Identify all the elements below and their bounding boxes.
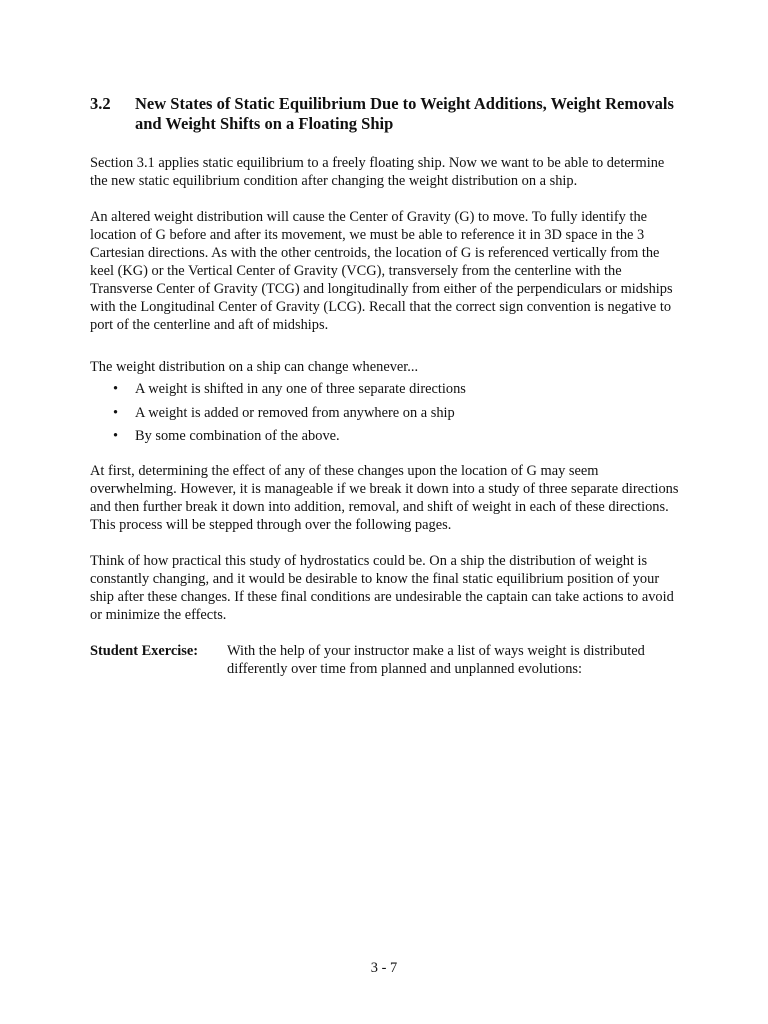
list-item <box>90 427 680 451</box>
paragraph-center-of-gravity: An altered weight distribution will cause the Center of Gravity (G) to move. To fully identify the location of G before and after its movement, we must be able to reference it in 3D space in the 3 Cartesian directions. As with the other centroids, the location of G is referenced vertically from the keel (KG) or the Vertical Center of Gravity (VCG), transversely from the centerline with the Transverse Center of Gravity (TCG) and longitudinally from either of the perpendiculars or midships with the Longitudinal Center of Gravity (LCG). Recall that the correct sign convention is negative to port of the centerline and aft of midships. <box>90 209 673 333</box>
paragraph-intro: Section 3.1 applies static equilibrium to a freely floating ship. Now we want to be able to determine the new static equilibrium condition after changing the weight distribution on a ship. <box>90 155 665 189</box>
page-number: 3 - 7 <box>370 960 398 976</box>
section-number: 3.2 <box>90 94 111 113</box>
paragraph-break-down: At first, determining the effect of any of these changes upon the location of G may seem overwhelming. However, it is manageable if we break it down into a study of three separate directions and then further break it down into addition, removal, and shift of weight in each of these directions. This process will be stepped through over the following pages. <box>90 463 679 533</box>
bullet-marker: • <box>113 381 119 397</box>
bullet-marker: • <box>113 428 119 444</box>
exercise-text: With the help of your instructor make a list of ways weight is distributed differently over time from planned and unplanned evolutions: <box>227 643 645 677</box>
section-title: New States of Static Equilibrium Due to Weight Additions, Weight Removals and Weight Shifts on a Floating Ship <box>135 94 674 133</box>
list-item <box>90 380 680 404</box>
list-item-text: By some combination of the above. <box>135 428 340 444</box>
paragraph-weight-change-lead: The weight distribution on a ship can change whenever... <box>90 359 419 375</box>
list-item-text: A weight is shifted in any one of three separate directions <box>135 381 466 397</box>
weight-change-list <box>90 380 680 451</box>
list-item <box>90 404 680 428</box>
list-item-text: A weight is added or removed from anywhere on a ship <box>135 404 455 421</box>
exercise-label: Student Exercise: <box>90 643 199 659</box>
paragraph-practical: Think of how practical this study of hydrostatics could be. On a ship the distribution of weight is constantly changing, and it would be desirable to know the final static equilibrium position of your ship after these changes. If these final conditions are undesirable the captain can take actions to avoid or minimize the effects. <box>90 553 674 623</box>
bullet-marker: • <box>113 404 119 421</box>
